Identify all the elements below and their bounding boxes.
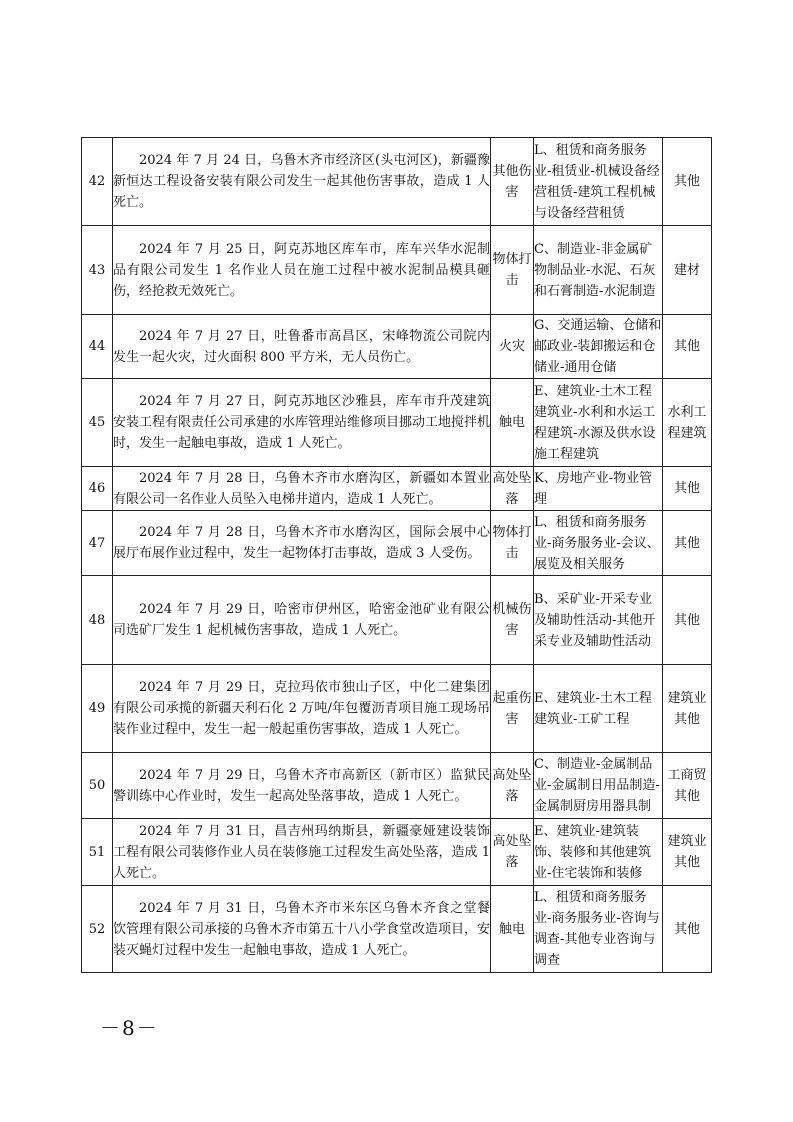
table-row: [82, 379, 712, 467]
accident-type: 起重伤害: [491, 665, 534, 753]
accident-type: 机械伤害: [491, 576, 534, 665]
row-number: 44: [82, 315, 113, 379]
row-number: 48: [82, 576, 113, 665]
accident-type: 高处坠落: [491, 819, 534, 886]
accident-description: 2024 年 7 月 27 日，吐鲁番市高昌区，宋峰物流公司院内发生一起火灾，过火面积 800 平方米，无人员伤亡。: [113, 315, 491, 379]
row-number: 42: [82, 138, 113, 226]
industry-classification: L、租赁和商务服务业-租赁业-机械设备经营租赁-建筑工程机械与设备经营租赁: [534, 138, 663, 226]
accident-description: 2024 年 7 月 31 日，昌吉州玛纳斯县，新疆豪娅建设装饰工程有限公司装修作业人员在装修施工过程发生高处坠落，造成 1 人死亡。: [113, 819, 491, 886]
accident-type: 高处坠落: [491, 467, 534, 511]
accident-description: 2024 年 7 月 31 日，乌鲁木齐市米东区乌鲁木齐食之堂餐饮管理有限公司承接的乌鲁木齐市第五十八小学食堂改造项目，安装灭蝇灯过程中发生一起触电事故，造成 1 人死亡。: [113, 886, 491, 973]
industry-category: 建筑业其他: [663, 819, 712, 886]
table-row: [82, 467, 712, 511]
accident-description: 2024 年 7 月 28 日，乌鲁木齐市水磨沟区，新疆如本置业有限公司一名作业人员坠入电梯井道内，造成 1 人死亡。: [113, 467, 491, 511]
table-row: [82, 138, 712, 226]
accident-type: 火灾: [491, 315, 534, 379]
row-number: 51: [82, 819, 113, 886]
industry-classification: C、制造业-非金属矿物制品业-水泥、石灰和石膏制造-水泥制造: [534, 226, 663, 315]
industry-category: 其他: [663, 315, 712, 379]
accident-description: 2024 年 7 月 25 日，阿克苏地区库车市，库车兴华水泥制品有限公司发生 1 名作业人员在施工过程中被水泥制品模具砸伤，经抢救无效死亡。: [113, 226, 491, 315]
industry-classification: E、建筑业-土木工程建筑业-工矿工程: [534, 665, 663, 753]
industry-category: 工商贸其他: [663, 753, 712, 819]
industry-category: 其他: [663, 138, 712, 226]
row-number: 49: [82, 665, 113, 753]
table-row: [82, 886, 712, 973]
industry-classification: C、制造业-金属制品业-金属制日用品制造-金属制厨房用器具制: [534, 753, 663, 819]
accident-type: 触电: [491, 379, 534, 467]
accident-table-body: [82, 138, 712, 973]
accident-type: 其他伤害: [491, 138, 534, 226]
accident-type: 触电: [491, 886, 534, 973]
industry-category: 其他: [663, 886, 712, 973]
accident-description: 2024 年 7 月 27 日，阿克苏地区沙雅县，库车市升茂建筑安装工程有限责任公司承建的水库管理站维修项目挪动工地搅拌机时，发生一起触电事故，造成 1 人死亡。: [113, 379, 491, 467]
industry-classification: E、建筑业-建筑装饰、装修和其他建筑业-住宅装饰和装修: [534, 819, 663, 886]
accident-description: 2024 年 7 月 28 日，乌鲁木齐市水磨沟区，国际会展中心展厅布展作业过程中，发生一起物体打击事故，造成 3 人受伤。: [113, 511, 491, 576]
industry-category: 建筑业其他: [663, 665, 712, 753]
table-row: [82, 665, 712, 753]
industry-category: 其他: [663, 576, 712, 665]
accident-type: 物体打击: [491, 226, 534, 315]
row-number: 52: [82, 886, 113, 973]
industry-category: 其他: [663, 511, 712, 576]
row-number: 45: [82, 379, 113, 467]
table-row: [82, 226, 712, 315]
row-number: 46: [82, 467, 113, 511]
industry-classification: G、交通运输、仓储和邮政业-装卸搬运和仓储业-通用仓储: [534, 315, 663, 379]
table-row: [82, 819, 712, 886]
accident-type: 高处坠落: [491, 753, 534, 819]
accident-table: [81, 137, 712, 973]
industry-classification: B、采矿业-开采专业及辅助性活动-其他开采专业及辅助性活动: [534, 576, 663, 665]
industry-classification: E、建筑业-土木工程建筑业-水利和水运工程建筑-水源及供水设施工程建筑: [534, 379, 663, 467]
page-number: －8－: [100, 1016, 159, 1040]
industry-classification: L、租赁和商务服务业-商务服务业-会议、展览及相关服务: [534, 511, 663, 576]
table-row: [82, 753, 712, 819]
row-number: 47: [82, 511, 113, 576]
table-row: [82, 315, 712, 379]
accident-description: 2024 年 7 月 24 日，乌鲁木齐市经济区(头屯河区)，新疆豫新恒达工程设备安装有限公司发生一起其他伤害事故，造成 1 人死亡。: [113, 138, 491, 226]
table-row: [82, 576, 712, 665]
industry-classification: L、租赁和商务服务业-商务服务业-咨询与调查-其他专业咨询与调查: [534, 886, 663, 973]
row-number: 43: [82, 226, 113, 315]
accident-description: 2024 年 7 月 29 日，哈密市伊州区，哈密金池矿业有限公司选矿厂发生 1 起机械伤害事故，造成 1 人死亡。: [113, 576, 491, 665]
industry-category: 其他: [663, 467, 712, 511]
industry-classification: K、房地产业-物业管理: [534, 467, 663, 511]
accident-description: 2024 年 7 月 29 日，乌鲁木齐市高新区（新市区）监狱民警训练中心作业时，发生一起高处坠落事故，造成 1 人死亡。: [113, 753, 491, 819]
industry-category: 建材: [663, 226, 712, 315]
accident-description: 2024 年 7 月 29 日，克拉玛依市独山子区，中化二建集团有限公司承揽的新疆天利石化 2 万吨/年包覆沥青项目施工现场吊装作业过程中，发生一起一般起重伤害事故，造成 1 人死亡。: [113, 665, 491, 753]
row-number: 50: [82, 753, 113, 819]
industry-category: 水利工程建筑: [663, 379, 712, 467]
accident-type: 物体打击: [491, 511, 534, 576]
table-row: [82, 511, 712, 576]
